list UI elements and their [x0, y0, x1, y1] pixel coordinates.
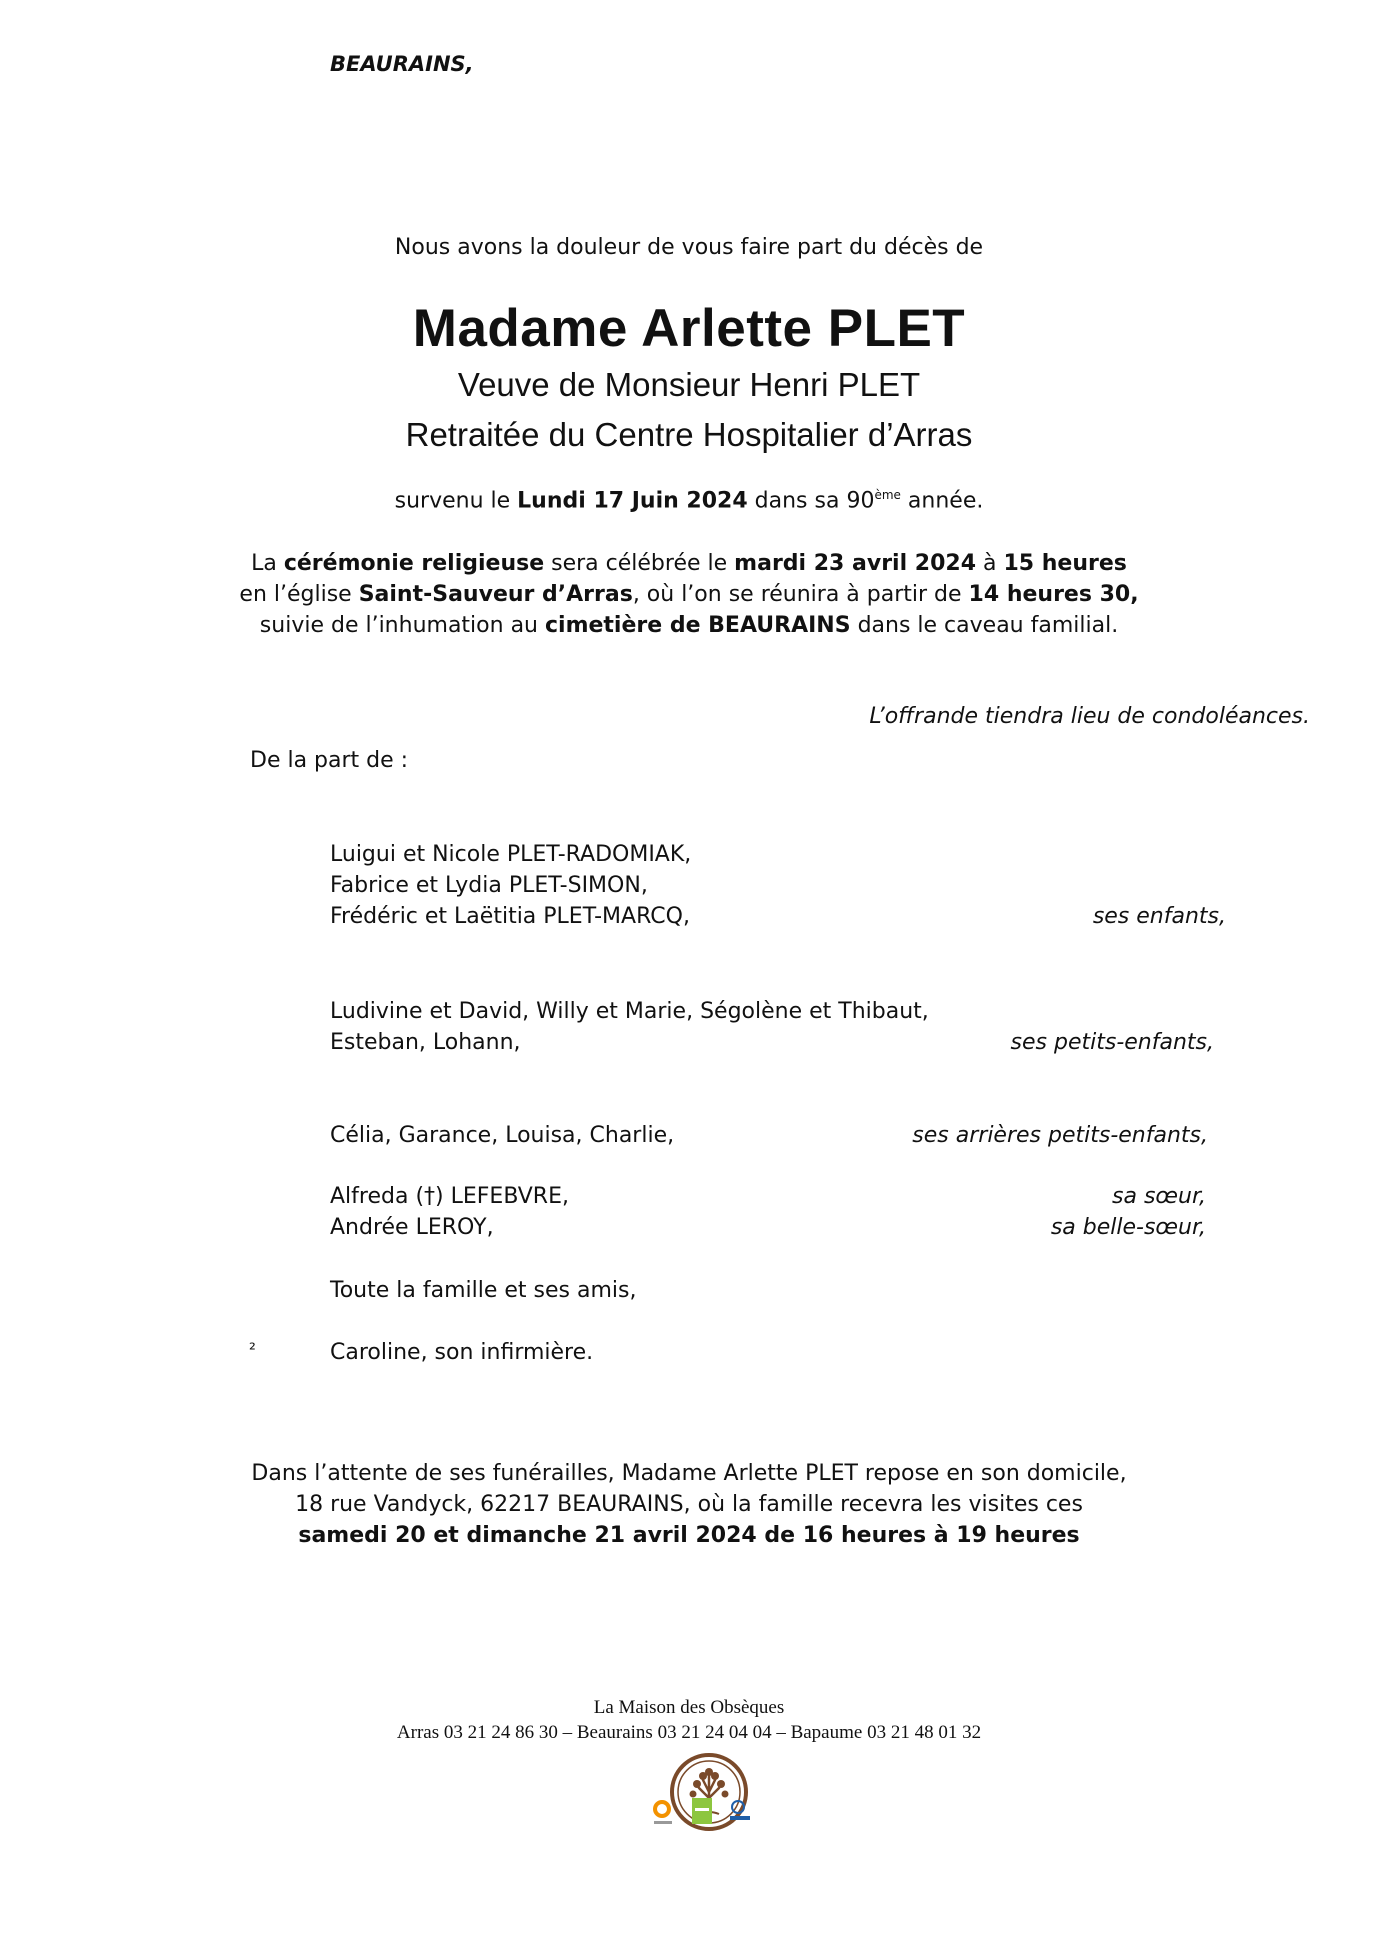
list-item: Luigui et Nicole PLET-RADOMIAK, — [330, 842, 692, 867]
children-list — [330, 839, 691, 932]
grandchildren-relation: ses petits-enfants, — [1010, 1030, 1214, 1055]
sister-in-law-name: Andrée LEROY, — [330, 1215, 494, 1240]
great-grandchildren-relation: ses arrières petits-enfants, — [912, 1123, 1208, 1148]
company-phones: Arras 03 21 24 86 30 – Beaurains 03 21 24 04 04 – Bapaume 03 21 48 01 32 — [396, 1722, 982, 1743]
de-la-part-label: De la part de : — [250, 748, 409, 773]
footnote-mark: ² — [249, 1340, 256, 1360]
ceremony-line-1: La cérémonie religieuse sera célébrée le mardi 23 avril 2024 à 15 heures — [251, 551, 1127, 576]
footer — [0, 1695, 1378, 1745]
partner-logos — [650, 1795, 770, 1839]
ceremony-line-2: en l’église Saint-Sauveur d’Arras, où l’on se réunira à partir de 14 heures 30, — [239, 582, 1139, 607]
visitation-line-2: 18 rue Vandyck, 62217 BEAURAINS, où la famille recevra les visites ces — [295, 1492, 1083, 1517]
nurse-line: Caroline, son infirmière. — [330, 1340, 594, 1365]
company-name: La Maison des Obsèques — [593, 1697, 785, 1718]
sister-in-law-relation: sa belle-sœur, — [1050, 1215, 1206, 1240]
deceased-name: Madame Arlette PLET — [412, 299, 966, 358]
partner-logos-icon — [650, 1795, 770, 1835]
visitation-line-1: Dans l’attente de ses funérailles, Madame Arlette PLET repose en son domicile, — [251, 1461, 1127, 1486]
offrande-note: L’offrande tiendra lieu de condoléances. — [869, 704, 1310, 729]
deceased-subtitle-widow: Veuve de Monsieur Henri PLET — [457, 366, 921, 403]
sister-relation: sa sœur, — [1112, 1184, 1206, 1209]
intro-text: Nous avons la douleur de vous faire part du décès de — [394, 235, 984, 260]
death-date-line: survenu le Lundi 17 Juin 2024 dans sa 90ème année. — [394, 488, 984, 514]
visitation-line-3: samedi 20 et dimanche 21 avril 2024 de 16 heures à 19 heures — [298, 1523, 1080, 1548]
ceremony-line-3: suivie de l’inhumation au cimetière de BEAURAINS dans le caveau familial. — [259, 613, 1119, 638]
children-relation: ses enfants, — [1092, 904, 1226, 929]
visitation-details — [0, 1458, 1378, 1551]
family-and-friends: Toute la famille et ses amis, — [330, 1278, 637, 1303]
great-grandchildren-list: Célia, Garance, Louisa, Charlie, — [330, 1123, 675, 1148]
list-item: Esteban, Lohann, — [330, 1030, 521, 1055]
sister-name: Alfreda (†) LEFEBVRE, — [330, 1184, 569, 1209]
deceased-subtitle-profession: Retraitée du Centre Hospitalier d’Arras — [405, 416, 973, 453]
grandchildren-list — [330, 996, 929, 1058]
ceremony-details — [0, 548, 1378, 641]
list-item: Ludivine et David, Willy et Marie, Ségolène et Thibaut, — [330, 999, 929, 1024]
list-item: Frédéric et Laëtitia PLET-MARCQ, — [330, 904, 690, 929]
town-header: BEAURAINS, — [330, 52, 474, 76]
list-item: Fabrice et Lydia PLET-SIMON, — [330, 873, 648, 898]
